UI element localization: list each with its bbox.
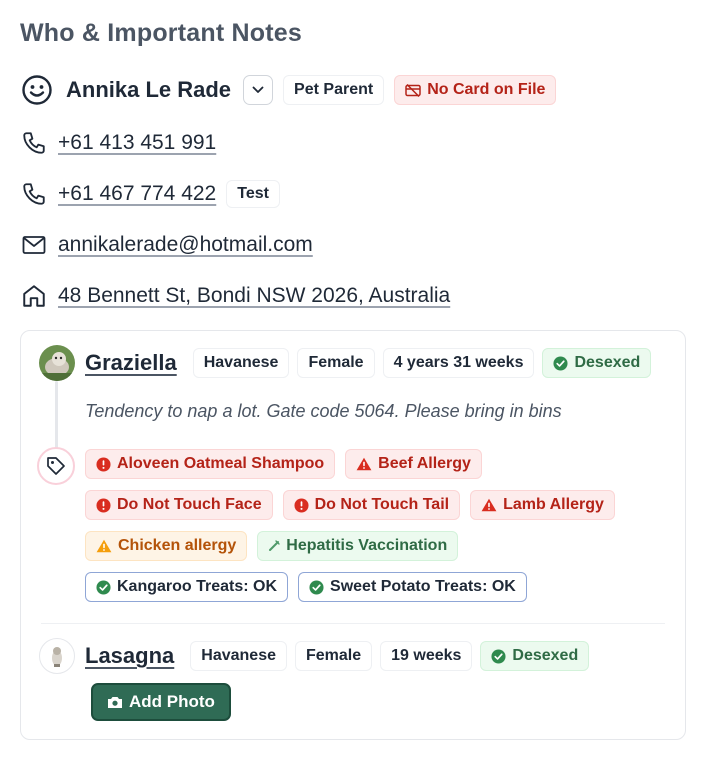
check-circle-icon [309,580,324,595]
owner-menu-button[interactable] [243,75,273,105]
smiley-icon [20,73,54,107]
phone-2-link[interactable]: +61 467 774 422 [58,182,217,205]
mail-icon [20,231,48,259]
syringe-icon [268,540,280,552]
pet-avatar[interactable] [39,638,75,674]
add-photo-button[interactable] [91,683,231,721]
pet-desexed-badge [480,641,589,671]
check-circle-icon [491,649,506,664]
pet-age-badge: 4 years 31 weeks [383,348,535,378]
add-photo-label: Add Photo [129,692,215,711]
owner-name: Annika Le Rade [66,77,232,102]
no-card-icon [405,84,421,97]
contact-email [20,228,313,262]
tag-label: Hepatitis Vaccination [286,537,448,554]
alert-circle-icon [96,498,111,513]
card-status-badge [394,75,556,105]
pet-tags [85,449,645,613]
pet-breed-badge: Havanese [193,348,290,378]
tag-chip [470,490,615,520]
tag-label: Do Not Touch Face [117,496,262,513]
role-badge: Pet Parent [283,75,384,105]
warning-triangle-icon [481,498,497,512]
pet-divider [41,623,665,624]
phone-icon [20,180,48,208]
owner-row [20,72,556,108]
alert-circle-icon [294,498,309,513]
alert-circle-icon [96,457,111,472]
home-icon [20,282,48,310]
tag-label: Aloveen Oatmeal Shampoo [117,455,325,472]
pet-name-link[interactable]: Graziella [85,350,177,375]
tag-label: Lamb Allergy [503,496,604,513]
contact-phone-1 [20,126,216,160]
pet-desexed-badge [542,348,651,378]
tag-chip [85,449,335,479]
phone-1-link[interactable]: +61 413 451 991 [58,131,217,154]
warning-triangle-icon [96,539,112,553]
pet-breed-badge: Havanese [190,641,287,671]
contact-address [20,279,450,313]
tag-label: Sweet Potato Treats: OK [330,578,516,595]
tag-label: Kangaroo Treats: OK [117,578,278,595]
warning-triangle-icon [356,457,372,471]
email-link[interactable]: annikalerade@hotmail.com [58,233,313,256]
tag-icon [37,447,75,485]
tag-chip [345,449,482,479]
pet-row-lasagna [39,638,589,674]
tag-label: Chicken allergy [118,537,237,554]
contact-phone-2 [20,177,280,211]
chevron-down-icon [252,86,264,94]
address-link[interactable]: 48 Bennett St, Bondi NSW 2026, Australia [58,284,451,307]
timeline-line [55,381,58,451]
check-circle-icon [96,580,111,595]
pet-status-label: Desexed [574,354,641,371]
tag-label: Beef Allergy [378,455,471,472]
pet-age-badge: 19 weeks [380,641,472,671]
pet-name-link[interactable]: Lasagna [85,643,175,668]
tag-chip [85,531,247,561]
tag-chip [257,531,458,561]
pet-sex-badge: Female [297,348,374,378]
tag-chip [283,490,461,520]
pet-avatar[interactable] [39,345,75,381]
check-circle-icon [553,356,568,371]
tag-chip [85,572,288,602]
card-status-label: No Card on File [427,81,546,98]
pet-status-label: Desexed [512,647,579,664]
page-title: Who & Important Notes [20,19,302,47]
pets-card [20,330,686,740]
phone-icon [20,129,48,157]
pet-note: Tendency to nap a lot. Gate code 5064. Please bring in bins [85,401,562,421]
camera-icon [107,695,123,709]
tag-label: Do Not Touch Tail [314,496,450,513]
pet-row-graziella [39,345,651,381]
tag-chip [85,490,273,520]
phone-2-label-badge: Test [226,180,280,208]
tag-chip [298,572,527,602]
pet-sex-badge: Female [295,641,372,671]
